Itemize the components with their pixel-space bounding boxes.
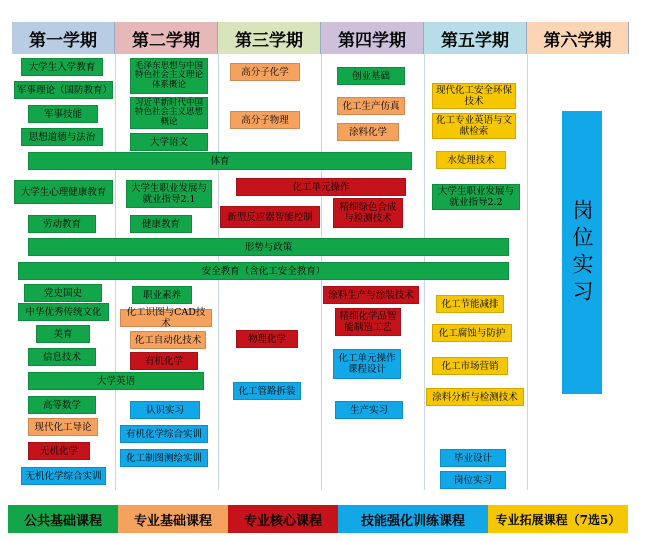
- course-box: 涂料生产与涂装技术: [323, 286, 419, 304]
- internship-label: 岗位实习: [570, 198, 594, 307]
- course-box: 习近平新时代中国特色社会主义思想概论: [130, 97, 208, 129]
- course-box: 化工专业英语与文献检索: [432, 113, 516, 139]
- course-box: 化工识图与CAD技术: [120, 309, 212, 327]
- course-box: 大学生职业发展与就业指导2.1: [126, 180, 212, 208]
- course-box: 化工腐蚀与防护: [432, 324, 512, 342]
- course-box: 创业基础: [337, 67, 405, 85]
- course-box: 毕业设计: [440, 449, 506, 467]
- semester-header-5: 第五学期: [424, 22, 527, 54]
- course-box: 化工节能减排: [436, 295, 504, 313]
- course-box: 高分子化学: [230, 63, 300, 81]
- course-box: 认识实习: [130, 401, 200, 419]
- course-box: 大学语文: [130, 133, 208, 151]
- course-box: 化工自动化技术: [130, 331, 206, 349]
- course-box: 化工管路拆装: [233, 382, 301, 400]
- legend-skill-training: 技能强化训练课程: [338, 505, 488, 533]
- course-box: 无机化学综合实训: [21, 467, 106, 485]
- course-box: 军事理论（国防教育）: [14, 81, 113, 99]
- legend-public-basic: 公共基础课程: [8, 505, 118, 533]
- course-box: 现代化工安全环保技术: [432, 83, 516, 109]
- curriculum-map: [12, 22, 629, 490]
- course-box: 化工制图测绘实训: [120, 449, 208, 467]
- legend-professional-extension: 专业拓展课程（7选5）: [488, 505, 628, 533]
- semester-header-1: 第一学期: [12, 22, 115, 54]
- course-box: 大学生职业发展与就业指导2.2: [432, 184, 520, 210]
- course-box: 信息技术: [28, 348, 96, 366]
- course-box: 生产实习: [335, 401, 403, 419]
- course-box: 物理化学: [236, 330, 298, 348]
- semester-header-3: 第三学期: [218, 22, 321, 54]
- semester-header-2: 第二学期: [115, 22, 218, 54]
- legend-professional-basic: 专业基础课程: [118, 505, 228, 533]
- spanning-course-box: 化工单元操作: [236, 178, 406, 196]
- course-box: 职业素养: [132, 286, 192, 304]
- course-box: 涂料化学: [337, 123, 399, 141]
- course-box: 高等数学: [28, 396, 96, 414]
- course-box: 有机化学: [130, 352, 198, 370]
- course-box: 精细绿色合成与检测技术: [333, 198, 403, 228]
- spanning-course-box: 安全教育（含化工安全教育）: [18, 262, 509, 280]
- legend-professional-core: 专业核心课程: [228, 505, 338, 533]
- course-box: 党史国史: [24, 284, 102, 302]
- course-box: 高分子物理: [230, 111, 300, 129]
- course-box: 化工生产仿真: [337, 97, 405, 115]
- semester-header-4: 第四学期: [321, 22, 424, 54]
- course-box: 水处理技术: [436, 151, 506, 169]
- course-box: 中华优秀传统文化: [18, 303, 109, 321]
- course-box: 涂料分析与检测技术: [426, 388, 524, 406]
- course-box: 军事技能: [28, 105, 98, 123]
- course-box: 化工单元操作课程设计: [333, 349, 401, 379]
- course-box: 无机化学: [28, 442, 90, 460]
- semester-header-6: 第六学期: [527, 22, 629, 54]
- course-box: 现代化工导论: [28, 418, 98, 436]
- course-box: 有机化学综合实训: [120, 425, 208, 443]
- internship-block: [562, 111, 602, 394]
- course-box: 化工市场营销: [432, 357, 508, 375]
- course-box: 新型反应器智能控制: [220, 206, 320, 228]
- spanning-course-box: 体育: [28, 152, 412, 170]
- course-box: 美育: [36, 325, 90, 343]
- spanning-course-box: 形势与政策: [28, 238, 509, 256]
- course-box: 劳动教育: [28, 215, 96, 233]
- course-box: 健康教育: [130, 215, 192, 233]
- course-box: 大学生入学教育: [21, 58, 103, 76]
- course-box: 思想道德与法治: [21, 128, 103, 146]
- course-box: 精细化学品智能制造工艺: [335, 308, 401, 336]
- course-box: 毛泽东思想与中国特色社会主义理论体系概论: [130, 58, 208, 94]
- course-box: 大学生心理健康教育: [14, 180, 113, 204]
- course-box: 岗位实习: [440, 471, 506, 489]
- spanning-course-box: 大学英语: [28, 372, 204, 390]
